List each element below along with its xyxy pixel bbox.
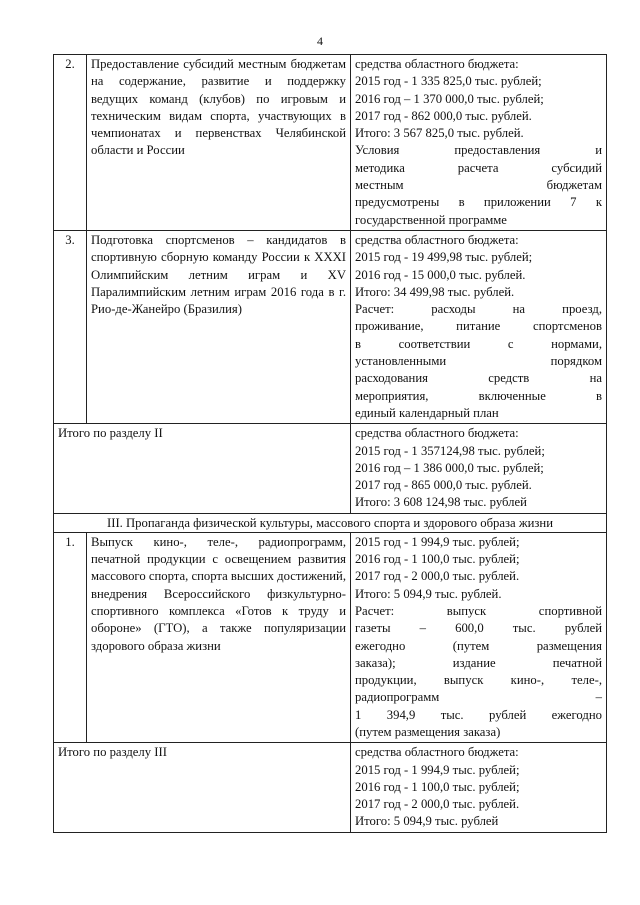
funding-line: предусмотрены в приложении 7 к bbox=[355, 195, 602, 210]
funding-line: ежегодно (путем размещения bbox=[355, 638, 602, 653]
funding-line: 2016 год - 1 100,0 тыс. рублей; bbox=[355, 552, 520, 567]
funding-line: расходования средств на bbox=[355, 371, 602, 386]
funding-line: 2015 год - 1 994,9 тыс. рублей; bbox=[355, 762, 520, 777]
funding-line: методика расчета субсидий bbox=[355, 160, 602, 175]
funding-line: в соответствии с нормами, bbox=[355, 336, 602, 351]
funding-line: проживание, питание спортсменов bbox=[355, 319, 602, 334]
funding-cell bbox=[351, 55, 607, 231]
funding-line: 2015 год - 1 335 825,0 тыс. рублей; bbox=[355, 74, 542, 89]
funding-line: 2016 год - 15 000,0 тыс. рублей. bbox=[355, 267, 526, 282]
funding-line: газеты – 600,0 тыс. рублей bbox=[355, 621, 602, 636]
funding-line: заказа); издание печатной bbox=[355, 655, 602, 670]
funding-line: установленными порядком bbox=[355, 354, 602, 369]
row-number: 1. bbox=[54, 532, 87, 743]
table-row bbox=[54, 55, 607, 231]
funding-line: 2017 год - 865 000,0 тыс. рублей. bbox=[355, 478, 532, 493]
funding-line: 2016 год – 1 386 000,0 тыс. рублей; bbox=[355, 460, 544, 475]
activity-description: Предоставление субсидий местным бюджетам на содержание, развитие и поддержку ведущих команд (клубов) по игровым и техническим видам спорта, участвующих в чемпионатах и первенствах Челябинской области и России bbox=[87, 55, 351, 231]
funding-line: средства областного бюджета: bbox=[355, 745, 519, 760]
row-number: 2. bbox=[54, 55, 87, 231]
funding-line: средства областного бюджета: bbox=[355, 57, 519, 71]
funding-cell bbox=[351, 230, 607, 423]
funding-line: Расчет: расходы на проезд, bbox=[355, 302, 602, 317]
activity-description: Подготовка спортсменов – кандидатов в спортивную сборную команду России к XXXI Олимпийским летним играм и XV Паралимпийским летним играм 2016 года в г. Рио-де-Жанейро (Бразилия) bbox=[87, 230, 351, 423]
funding-line: Итого: 34 499,98 тыс. рублей. bbox=[355, 284, 515, 299]
section-heading-row bbox=[54, 513, 607, 532]
funding-line: продукции, выпуск кино-, теле-, bbox=[355, 673, 602, 688]
funding-line: 2015 год - 1 357124,98 тыс. рублей; bbox=[355, 443, 545, 458]
funding-line: 2017 год - 2 000,0 тыс. рублей. bbox=[355, 797, 520, 812]
funding-line: 2015 год - 19 499,98 тыс. рублей; bbox=[355, 250, 533, 265]
section-total-row bbox=[54, 743, 607, 832]
funding-line: 2016 год – 1 370 000,0 тыс. рублей; bbox=[355, 91, 544, 106]
funding-cell bbox=[351, 743, 607, 832]
funding-line: Условия предоставления и bbox=[355, 143, 602, 158]
funding-cell bbox=[351, 424, 607, 513]
section-total-label: Итого по разделу II bbox=[54, 424, 351, 513]
section-total-label: Итого по разделу III bbox=[54, 743, 351, 832]
program-activities-table bbox=[53, 54, 607, 833]
funding-line: 2017 год - 862 000,0 тыс. рублей. bbox=[355, 108, 532, 123]
section-heading: III. Пропаганда физической культуры, массового спорта и здорового образа жизни bbox=[54, 513, 607, 532]
funding-line: радиопрограмм – bbox=[355, 690, 602, 705]
funding-line: 2017 год - 2 000,0 тыс. рублей. bbox=[355, 569, 520, 584]
funding-line: местным бюджетам bbox=[355, 178, 602, 193]
section-total-row bbox=[54, 424, 607, 513]
funding-line: Итого: 5 094,9 тыс. рублей bbox=[355, 814, 499, 829]
funding-line: средства областного бюджета: bbox=[355, 426, 519, 441]
funding-line: государственной программе bbox=[355, 212, 507, 227]
funding-line: 1 394,9 тыс. рублей ежегодно bbox=[355, 707, 602, 722]
funding-line: 2015 год - 1 994,9 тыс. рублей; bbox=[355, 534, 520, 549]
page-number: 4 bbox=[317, 34, 323, 48]
funding-line: Итого: 5 094,9 тыс. рублей. bbox=[355, 586, 502, 601]
funding-line: 2016 год - 1 100,0 тыс. рублей; bbox=[355, 779, 520, 794]
funding-line: единый календарный план bbox=[355, 405, 499, 420]
funding-line: мероприятия, включенные в bbox=[355, 388, 602, 403]
funding-line: средства областного бюджета: bbox=[355, 232, 519, 247]
funding-line: (путем размещения заказа) bbox=[355, 724, 501, 739]
table-row bbox=[54, 230, 607, 423]
funding-line: Итого: 3 567 825,0 тыс. рублей. bbox=[355, 126, 524, 141]
funding-line: Итого: 3 608 124,98 тыс. рублей bbox=[355, 495, 527, 510]
table-row bbox=[54, 532, 607, 743]
activity-description: Выпуск кино-, теле-, радиопрограмм, печатной продукции с освещением развития массового спорта, спорта высших достижений, внедрения Всероссийского физкультурно-спортивного комплекса «Готов к труду и обороне» (ГТО), а также популяризации здорового образа жизни bbox=[87, 532, 351, 743]
funding-line: Расчет: выпуск спортивной bbox=[355, 603, 602, 618]
row-number: 3. bbox=[54, 230, 87, 423]
funding-cell bbox=[351, 532, 607, 743]
